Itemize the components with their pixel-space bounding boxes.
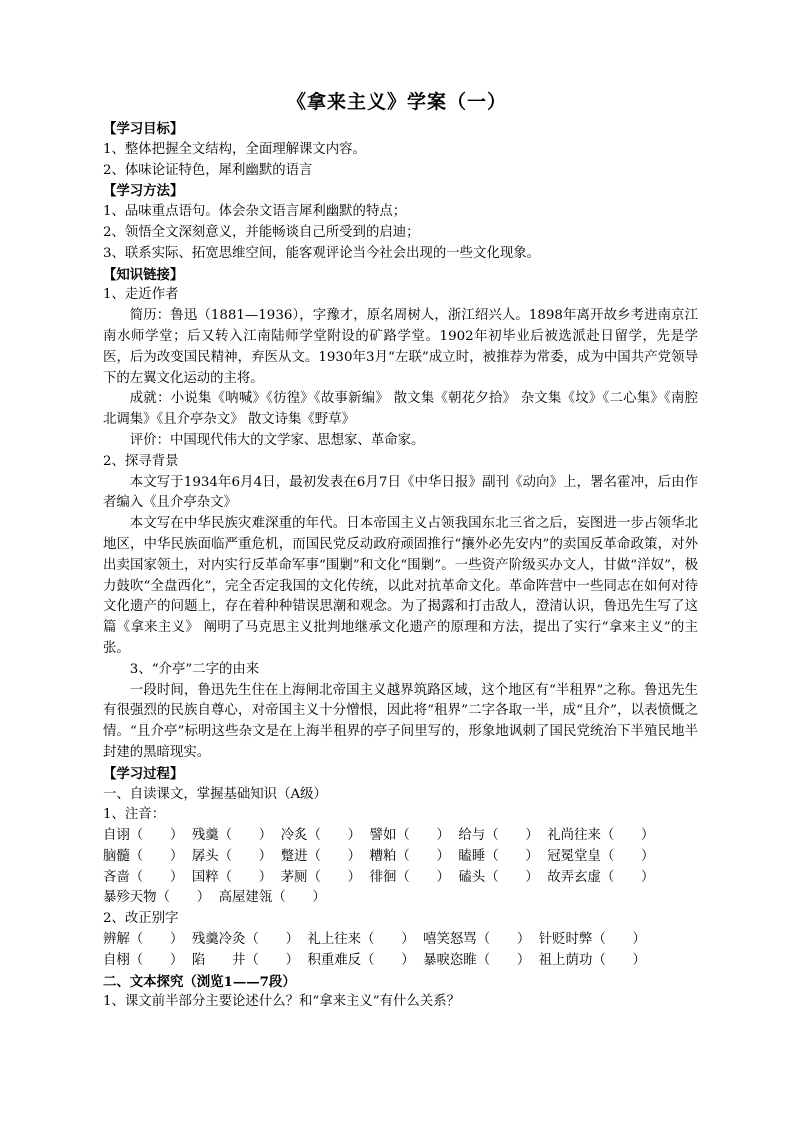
subheading-author: 1、走近作者 — [103, 287, 179, 303]
goal-item-2: 2、体味论证特色，犀利幽默的语言 — [103, 162, 313, 178]
jieting-paragraph: 一段时间，鲁迅先生住在上海闸北帝国主义越界筑路区域，这个地区有“半租界”之称。鲁迅先生有很强烈的民族自尊心，对帝国主义十分憎恨，因此将“租界”二字各取一半，成“且介”，以表愤慨之情。“且介亭”标明这些杂文是在上海半租界的亭子间里写的，形象地讽刺了国民党统治下半殖民地半封建的黑暗现实。 — [103, 682, 698, 760]
background-paragraph-2: 本文写在中华民族灾难深重的年代。日本帝国主义占领我国东北三省之后，妄图进一步占领华北地区，中华民族面临严重危机，而国民党反动政府顽固推行“攘外必先安内”的卖国反革命政策，对外出卖国家领土，对内实行反革命军事“围剿”和文化“围剿”。一些资产阶级买办文人，甘做“洋奴”，极力鼓吹“全盘西化”，完全否定我国的文化传统，以此对抗革命文化。革命阵营中一些同志在如何对待文化遗产的问题上，存在着种种错误思潮和观念。为了揭露和打击敌人，澄清认识，鲁迅先生写了这篇《拿来主义》 阐明了马克思主义批判地继承文化遗产的原理和方法，提出了实行“拿来主义”的主张。 — [103, 516, 698, 656]
phonetic-row-1: 自诩（ ） 残羹（ ） 冷炙（ ） 譬如（ ） 给与（ ） 礼尚往来（ ） — [103, 828, 655, 844]
subheading-background: 2、探寻背景 — [103, 453, 179, 469]
phonetic-row-2: 脑髓（ ） 孱头（ ） 蹩进（ ） 糟粕（ ） 瞌睡（ ） 冠冕堂皇（ ） — [103, 848, 655, 864]
phonetic-row-3: 吝啬（ ） 国粹（ ） 茅厕（ ） 徘徊（ ） 磕头（ ） 故弄玄虚（ ） — [103, 869, 655, 885]
method-item-2: 2、领悟全文深刻意义，并能畅谈自己所受到的启迪； — [103, 224, 420, 240]
subheading-phonetic: 1、注音： — [103, 807, 166, 823]
author-evaluation: 评价：中国现代伟大的文学家、思想家、革命家。 — [129, 432, 425, 448]
author-bio: 简历：鲁迅（1881—1936），字豫才，原名周树人，浙江绍兴人。1898年离开故乡考进南京江南水师学堂；后又转入江南陆师学堂附设的矿路学堂。1902年初毕业后被选派赴日留学，先是学医，后为改变国民精神，弃医从文。1930年3月“左联”成立时，被推荐为常委，成为中国共产党领导下的左翼文化运动的主将。 — [103, 308, 698, 386]
author-works: 成就：小说集《呐喊》《彷徨》《故事新编》 散文集《朝花夕拾》 杂文集《坟》《二心集》《南腔北调集》《且介亭杂文》 散文诗集《野草》 — [103, 391, 698, 428]
section-heading-links: 【知识链接】 — [103, 266, 184, 283]
section-heading-methods: 【学习方法】 — [103, 183, 184, 200]
goal-item-1: 1、整体把握全文结构，全面理解课文内容。 — [103, 141, 366, 157]
background-paragraph-1: 本文写于1934年6月4日，最初发表在6月7日《中华日报》副刊《动向》上，署名霍冲，后由作者编入《且介亭杂文》 — [103, 474, 698, 511]
correction-row-2: 自栩（ ） 陷 井（ ） 积重难反（ ） 暴唳恣睢（ ） 祖上荫功（ ） — [103, 952, 646, 968]
correction-row-1: 辨解（ ） 残羹冷灸（ ） 礼上往来（ ） 嘻笑怒骂（ ） 针贬时弊（ ） — [103, 932, 646, 948]
subheading-selfread: 一、自读课文，掌握基础知识（A级） — [103, 786, 327, 802]
section-heading-goals: 【学习目标】 — [103, 121, 184, 137]
subheading-jieting: 3、“介亭”二字的由来 — [129, 661, 260, 677]
page-title: 《拿来主义》学案（一） — [286, 91, 507, 113]
question-1: 1、课文前半部分主要论述什么？和“拿来主义”有什么关系？ — [103, 994, 460, 1010]
method-item-1: 1、品味重点语句。体会杂文语言犀利幽默的特点； — [103, 204, 407, 220]
section-heading-explore: 二、文本探究（浏览1——7段） — [103, 973, 296, 990]
subheading-correction: 2、改正别字 — [103, 911, 179, 927]
method-item-3: 3、联系实际、拓宽思维空间，能客观评论当今社会出现的一些文化现象。 — [103, 245, 541, 261]
document-body — [103, 119, 698, 1013]
phonetic-row-4: 暴殄天物（ ） 高屋建瓴（ ） — [103, 890, 326, 906]
section-heading-process: 【学习过程】 — [103, 765, 184, 782]
